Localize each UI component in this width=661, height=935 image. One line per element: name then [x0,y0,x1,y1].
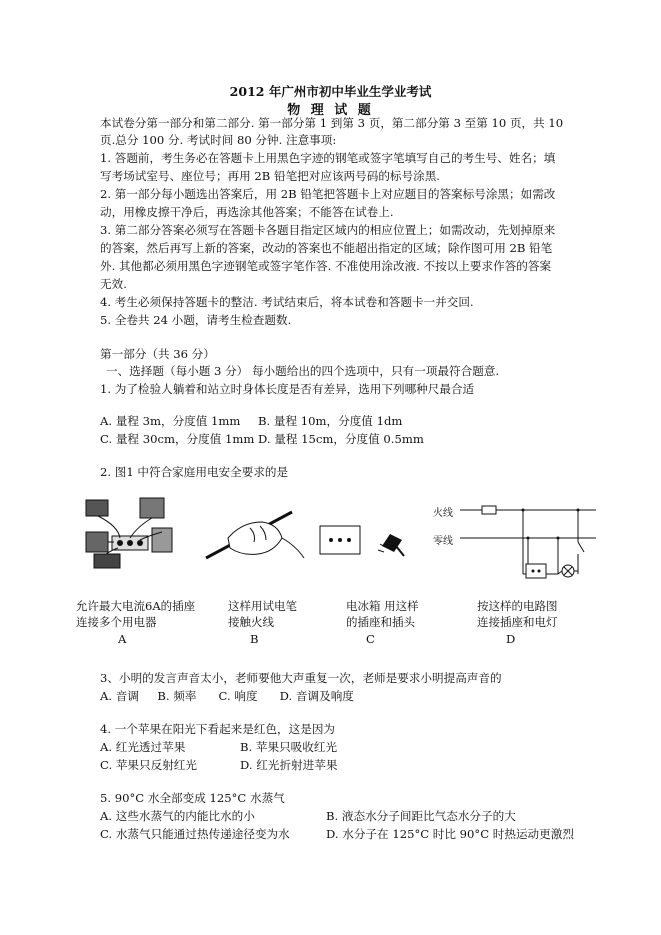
q5-option-d: D. 水分子在 125°C 时比 90°C 时热运动更激烈 [326,827,574,841]
figure-b-test-pen [200,500,310,568]
q5-option-a: A. 这些水蒸气的内能比水的小 [100,809,255,823]
q4-stem: 4. 一个苹果在阳光下看起来是红色，这是因为 [100,722,336,736]
q1-stem: 1. 为了检验人躺着和站立时身体长度是否有差异，选用下列哪种尺最合适 [100,382,475,396]
intro-line: 2. 第一部分每小题选出答案后，用 2B 铅笔把答题卡上对应题目的答案标号涂黑；如需改 [100,187,556,201]
q3-options: A. 音调 B. 频率 C. 响度 D. 音调及响度 [100,689,354,703]
q4-option-d: D. 红光折射进苹果 [240,758,338,772]
intro-line: 4. 考生必须保持答题卡的整洁. 考试结束后，将本试卷和答题卡一并交回. [100,295,474,309]
fig-d-caption: 按这样的电路图 连接插座和电灯 [477,599,558,629]
q3-stem: 3、小明的发言声音太小，老师要他大声重复一次，老师是要求小明提高声音的 [100,671,502,685]
intro-line: 3. 第二部分答案必须写在答题卡各题目指定区域内的相应位置上；如需改动，先划掉原来 [100,223,556,237]
q1-option-a: A. 量程 3m，分度值 1mm [100,414,241,428]
q5-stem: 5. 90°C 水全部变成 125°C 水蒸气 [100,791,285,805]
intro-line: 本试卷分第一部分和第二部分. 第一部分第 1 到第 3 页，第二部分第 3 至第 10 页，共 10 [100,116,564,130]
intro-line: 写考场试室号、座位号；再用 2B 铅笔把对应该两号码的标号涂黑. [100,169,440,183]
part1-title: 第一部分（共 36 分） [100,347,215,361]
figure-a-overloaded-socket [78,492,188,572]
neutral-wire-label: 零线 [433,536,453,547]
section-title: 一、选择题（每小题 3 分） 每小题给出的四个选项中，只有一项最符合题意. [106,364,500,378]
intro-line: 页.总分 100 分. 考试时间 80 分钟. 注意事项: [100,133,337,147]
q1-option-d: D. 量程 15cm，分度值 0.5mm [258,432,424,446]
fig-b-caption: 这样用试电笔 接触火线 [228,599,297,629]
q5-option-b: B. 液态水分子间距比气态水分子的大 [326,809,516,823]
fig-c-letter: C [366,632,375,646]
q4-option-c: C. 苹果只反射红光 [100,758,197,772]
intro-line: 1. 答题前，考生务必在答题卡上用黑色字迹的钢笔或签字笔填写自己的考生号、姓名；填 [100,151,556,165]
intro-line: 的答案，然后再写上新的答案，改动的答案也不能超出指定的区域；除作图可用 2B 铅笔 [100,241,553,255]
q4-option-a: A. 红光透过苹果 [100,740,186,754]
fig-d-letter: D [506,632,516,646]
intro-line: 5. 全卷共 24 小题，请考生检查题数. [100,313,292,327]
intro-line: 无效. [100,277,127,291]
fig-b-letter: B [250,632,259,646]
fig-c-caption: 电冰箱 用这样 的插座和插头 [346,599,419,629]
q1-option-c: C. 量程 30cm，分度值 1mm [100,432,255,446]
exam-subject: 物 理 试 题 [287,103,374,118]
figure-d-circuit [428,498,598,582]
q5-option-c: C. 水蒸气只能通过热传递途径变为水 [100,827,290,841]
q2-stem: 2. 图1 中符合家庭用电安全要求的是 [100,465,289,479]
fig-a-letter: A [118,632,127,646]
intro-line: 外. 其他都必须用黑色字迹钢笔或签字笔作答. 不准使用涂改液. 不按以上要求作答的答案 [100,259,552,273]
intro-line: 动，用橡皮擦干净后，再选涂其他答案；不能答在试卷上. [100,205,394,219]
exam-title: 2012 年广州市初中毕业生学业考试 [229,84,432,99]
fig-a-caption: 允许最大电流6A的插座 连接多个用电器 [76,599,196,629]
q4-option-b: B. 苹果只吸收红光 [240,740,338,754]
figure-c-socket-plug [318,522,408,562]
q1-option-b: B. 量程 10m，分度值 1dm [258,414,403,428]
live-wire-label: 火线 [433,508,453,519]
